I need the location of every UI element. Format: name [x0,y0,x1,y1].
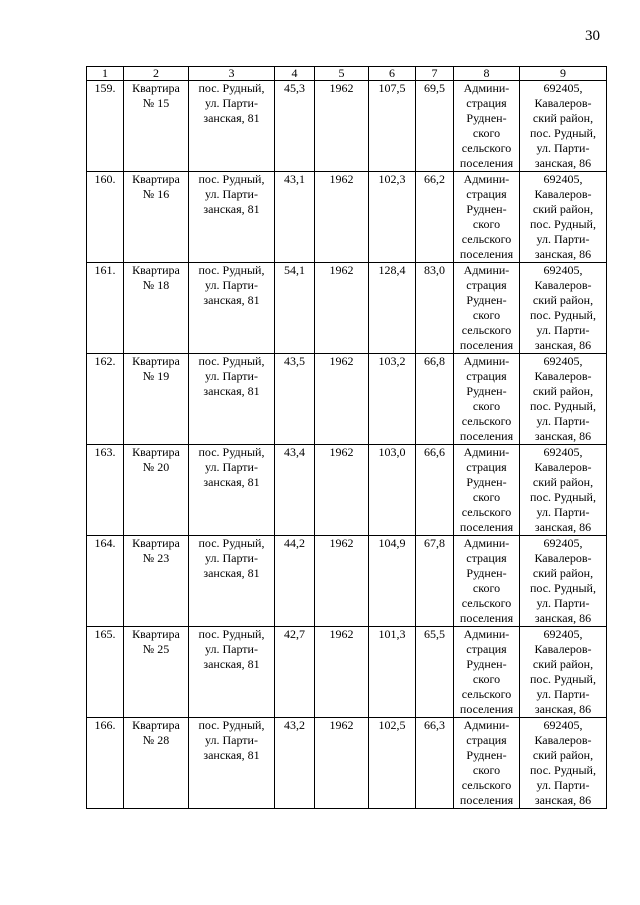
row-number: 162. [87,354,124,445]
object-address: пос. Рудный, ул. Парти- занская, 81 [189,536,275,627]
object-address: пос. Рудный, ул. Парти- занская, 81 [189,263,275,354]
table-header [87,67,607,81]
area-value: 43,4 [275,445,315,536]
holder-address: 692405, Кавалеров- ский район, пос. Рудный, ул. Парти- занская, 86 [520,445,607,536]
holder-address: 692405, Кавалеров- ский район, пос. Рудный, ул. Парти- занская, 86 [520,172,607,263]
table-row [87,81,607,172]
column-header: 8 [454,67,520,81]
table-row [87,536,607,627]
object-address: пос. Рудный, ул. Парти- занская, 81 [189,172,275,263]
column-7-value: 65,5 [416,627,454,718]
column-6-value: 104,9 [369,536,416,627]
holder-name: Админи- страция Руднен- ского сельского поселения [454,627,520,718]
object-name: Квартира № 23 [124,536,189,627]
column-header: 6 [369,67,416,81]
object-address: пос. Рудный, ул. Парти- занская, 81 [189,354,275,445]
column-6-value: 128,4 [369,263,416,354]
row-number: 166. [87,718,124,809]
column-7-value: 66,3 [416,718,454,809]
object-address: пос. Рудный, ул. Парти- занская, 81 [189,627,275,718]
column-7-value: 83,0 [416,263,454,354]
year-value: 1962 [315,536,369,627]
object-address: пос. Рудный, ул. Парти- занская, 81 [189,718,275,809]
holder-name: Админи- страция Руднен- ского сельского поселения [454,354,520,445]
row-number: 165. [87,627,124,718]
holder-address: 692405, Кавалеров- ский район, пос. Рудный, ул. Парти- занская, 86 [520,354,607,445]
page-number: 30 [585,28,600,44]
table-body [87,81,607,809]
column-7-value: 69,5 [416,81,454,172]
row-number: 163. [87,445,124,536]
area-value: 43,5 [275,354,315,445]
column-7-value: 66,6 [416,445,454,536]
table-row [87,354,607,445]
column-7-value: 66,2 [416,172,454,263]
area-value: 43,2 [275,718,315,809]
column-6-value: 102,3 [369,172,416,263]
table-row [87,263,607,354]
object-name: Квартира № 25 [124,627,189,718]
holder-name: Админи- страция Руднен- ского сельского поселения [454,263,520,354]
holder-name: Админи- страция Руднен- ского сельского поселения [454,445,520,536]
column-6-value: 103,2 [369,354,416,445]
column-6-value: 107,5 [369,81,416,172]
year-value: 1962 [315,445,369,536]
row-number: 161. [87,263,124,354]
column-header: 1 [87,67,124,81]
row-number: 164. [87,536,124,627]
year-value: 1962 [315,172,369,263]
holder-name: Админи- страция Руднен- ского сельского поселения [454,536,520,627]
holder-name: Админи- страция Руднен- ского сельского поселения [454,718,520,809]
object-name: Квартира № 18 [124,263,189,354]
object-name: Квартира № 28 [124,718,189,809]
row-number: 160. [87,172,124,263]
holder-address: 692405, Кавалеров- ский район, пос. Рудный, ул. Парти- занская, 86 [520,718,607,809]
area-value: 54,1 [275,263,315,354]
column-6-value: 101,3 [369,627,416,718]
year-value: 1962 [315,627,369,718]
object-name: Квартира № 19 [124,354,189,445]
area-value: 44,2 [275,536,315,627]
table-row [87,627,607,718]
column-header: 7 [416,67,454,81]
object-name: Квартира № 15 [124,81,189,172]
header-row [87,67,607,81]
object-name: Квартира № 20 [124,445,189,536]
property-registry-table [86,66,607,809]
area-value: 42,7 [275,627,315,718]
holder-name: Админи- страция Руднен- ского сельского поселения [454,172,520,263]
column-6-value: 103,0 [369,445,416,536]
column-header: 2 [124,67,189,81]
object-address: пос. Рудный, ул. Парти- занская, 81 [189,81,275,172]
year-value: 1962 [315,354,369,445]
column-7-value: 66,8 [416,354,454,445]
column-7-value: 67,8 [416,536,454,627]
holder-address: 692405, Кавалеров- ский район, пос. Рудный, ул. Парти- занская, 86 [520,536,607,627]
year-value: 1962 [315,263,369,354]
row-number: 159. [87,81,124,172]
holder-name: Админи- страция Руднен- ского сельского поселения [454,81,520,172]
area-value: 43,1 [275,172,315,263]
year-value: 1962 [315,81,369,172]
column-header: 9 [520,67,607,81]
table-row [87,445,607,536]
object-name: Квартира № 16 [124,172,189,263]
holder-address: 692405, Кавалеров- ский район, пос. Рудный, ул. Парти- занская, 86 [520,263,607,354]
holder-address: 692405, Кавалеров- ский район, пос. Рудный, ул. Парти- занская, 86 [520,627,607,718]
column-6-value: 102,5 [369,718,416,809]
area-value: 45,3 [275,81,315,172]
column-header: 3 [189,67,275,81]
table-row [87,172,607,263]
column-header: 5 [315,67,369,81]
holder-address: 692405, Кавалеров- ский район, пос. Рудный, ул. Парти- занская, 86 [520,81,607,172]
table-row [87,718,607,809]
column-header: 4 [275,67,315,81]
year-value: 1962 [315,718,369,809]
object-address: пос. Рудный, ул. Парти- занская, 81 [189,445,275,536]
